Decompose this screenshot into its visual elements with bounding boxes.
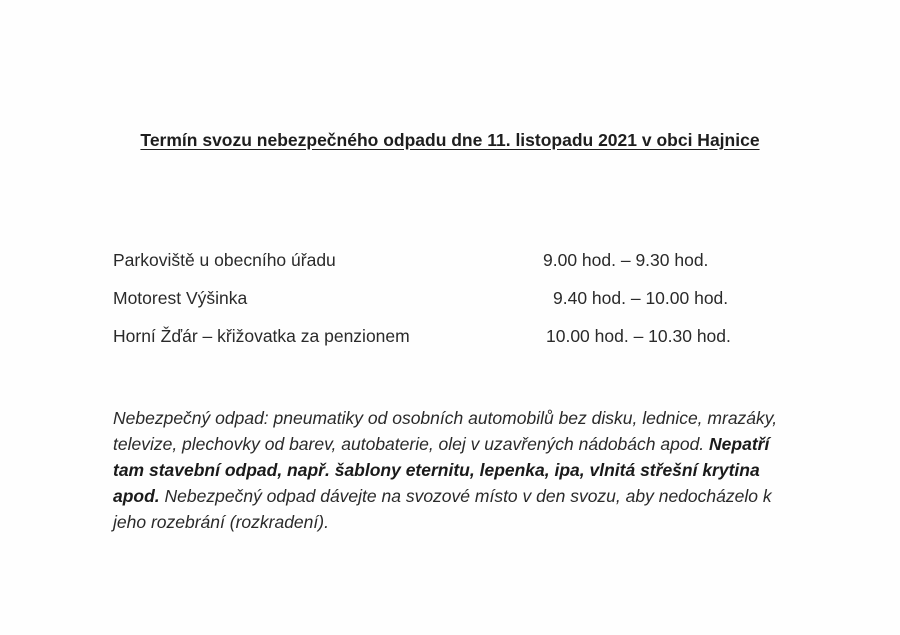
schedule-time: 9.40 hod. – 10.00 hod. [553, 288, 729, 308]
schedule-place: Horní Žďár – křižovatka za penzionem [113, 326, 410, 346]
collection-schedule [113, 250, 793, 364]
schedule-time: 9.00 hod. – 9.30 hod. [543, 250, 709, 270]
schedule-time: 10.00 hod. – 10.30 hod. [546, 326, 731, 346]
note-text-instructions: Nebezpečný odpad dávejte na svozové místo v den svozu, aby nedocházelo k jeho rozebrání (rozkradení). [113, 486, 772, 532]
schedule-row [113, 326, 793, 364]
schedule-row [113, 250, 793, 288]
schedule-place: Motorest Výšinka [113, 288, 248, 308]
note-warning: Nepatří tam stavební odpad, např. šablony eternitu, lepenka, ipa, vlnitá střešní krytina apod. [113, 434, 770, 506]
hazardous-waste-note [113, 405, 803, 535]
note-text: Nebezpečný odpad: pneumatiky od osobních automobilů bez disku, lednice, mrazáky, televize, plechovky od barev, autobaterie, olej v uzavřených nádobách apod. [113, 408, 778, 454]
schedule-row [113, 288, 793, 326]
document-title: Termín svozu nebezpečného odpadu dne 11. listopadu 2021 v obci Hajnice [140, 130, 760, 150]
schedule-place: Parkoviště u obecního úřadu [113, 250, 336, 270]
